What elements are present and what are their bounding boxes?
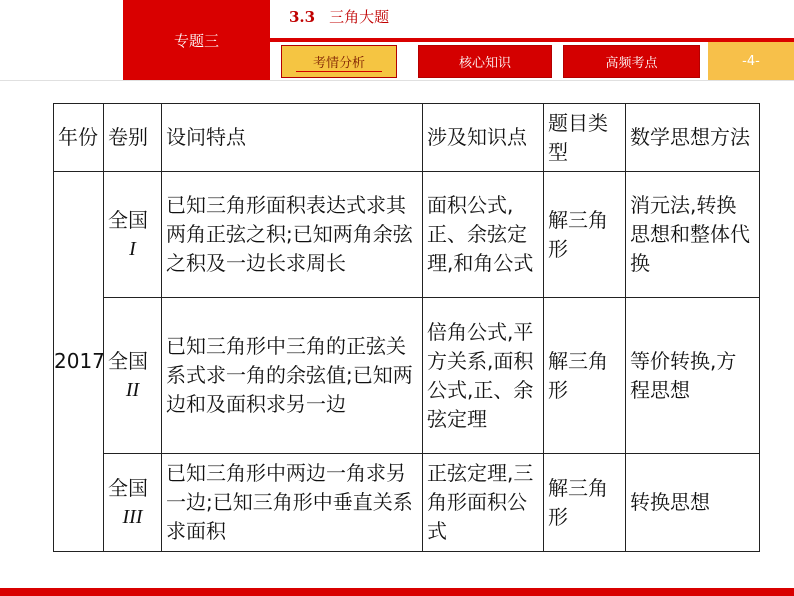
knowledge-cell: 面积公式,正、余弦定理,和角公式 [423,172,544,298]
paper-cell [104,298,162,454]
header-bottom-divider [0,80,794,81]
year-cell: 2017 [54,172,104,552]
feature-cell: 已知三角形中两边一角求另一边;已知三角形中垂直关系求面积 [162,454,423,552]
topic-table [53,103,760,552]
tab-analysis-label: 考情分析 [312,56,365,71]
header-paper: 卷别 [104,104,162,172]
type-cell: 解三角形 [544,454,626,552]
type-cell: 解三角形 [544,298,626,454]
feature-cell: 已知三角形面积表达式求其两角正弦之积;已知两角余弦之积及一边长求周长 [162,172,423,298]
tab-core-knowledge-label: 核心知识 [458,56,511,71]
paper-label: 全国 [108,475,148,500]
paper-roman: II [125,378,140,401]
tab-frequent-points-label: 高频考点 [605,56,658,71]
knowledge-cell: 倍角公式,平方关系,面积公式,正、余弦定理 [423,298,544,454]
paper-roman: III [122,505,143,528]
feature-cell: 已知三角形中三角的正弦关系式求一角的余弦值;已知两边和及面积求另一边 [162,298,423,454]
paper-label: 全国 [108,207,148,232]
header-knowledge: 涉及知识点 [423,104,544,172]
tab-frequent-points[interactable] [563,45,700,78]
paper-cell [104,172,162,298]
section-number: 3.3 [289,8,316,26]
table-header-row [54,104,760,172]
table-row [54,172,760,298]
page-number: -4- [708,42,794,80]
table-row [54,454,760,552]
section-title [289,6,389,27]
method-cell: 转换思想 [626,454,760,552]
method-cell: 等价转换,方程思想 [626,298,760,454]
section-title-text: 三角大题 [329,8,390,26]
header-method: 数学思想方法 [626,104,760,172]
topic-label: 专题三 [123,0,270,80]
header-feature: 设问特点 [162,104,423,172]
table-row [54,298,760,454]
tab-active-underline [296,71,382,72]
footer-red-bar [0,588,794,596]
type-cell: 解三角形 [544,172,626,298]
tab-core-knowledge[interactable] [418,45,552,78]
method-cell: 消元法,转换思想和整体代换 [626,172,760,298]
paper-cell [104,454,162,552]
header-type: 题目类型 [544,104,626,172]
tab-analysis[interactable] [281,45,397,78]
paper-roman: I [129,237,136,260]
header-year: 年份 [54,104,104,172]
paper-label: 全国 [108,348,148,373]
knowledge-cell: 正弦定理,三角形面积公式 [423,454,544,552]
